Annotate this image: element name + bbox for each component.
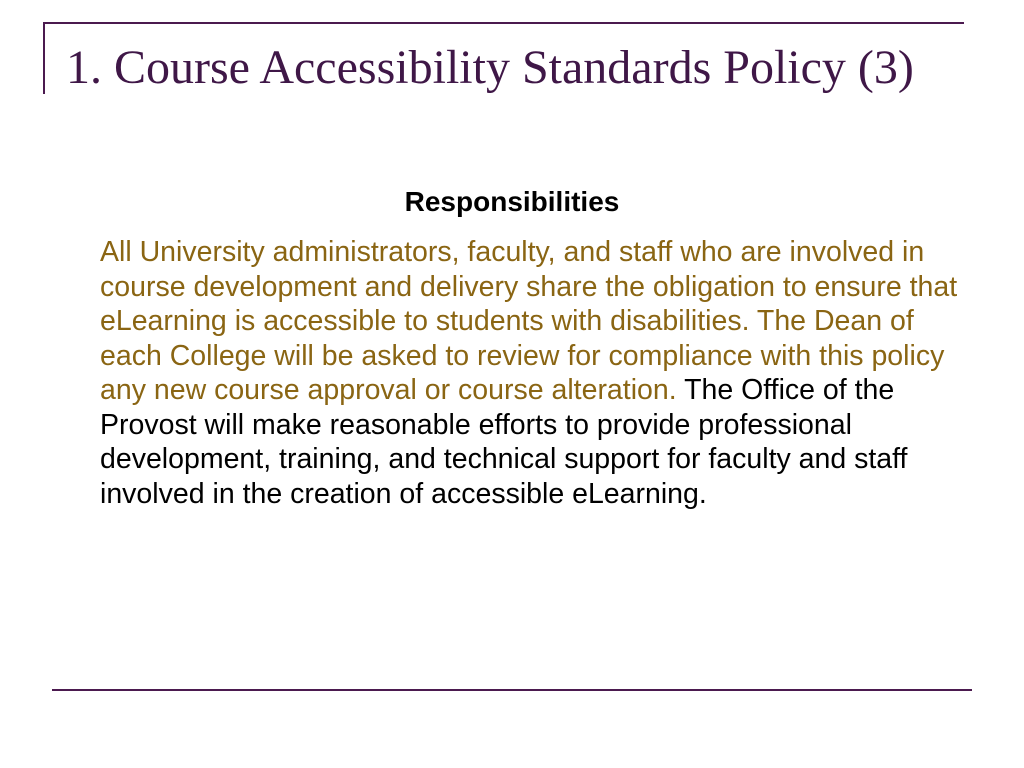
title-frame-left-rule — [43, 22, 45, 94]
section-heading: Responsibilities — [404, 186, 620, 217]
body-text-normal: The Office of the Provost will make reasonable efforts to provide professional development, training, and technical support for faculty and staff involved in the creation of accessible eLearning. — [100, 374, 908, 510]
body-text-highlighted: All University administrators, faculty, and staff who are involved in course development and delivery share the obligation to ensure that eLearning is accessible to students with disabilities. The Dean of each College will be asked to review for compliance with this policy any new course approval or course alteration. — [100, 236, 958, 406]
body-paragraph — [100, 235, 960, 511]
bottom-rule — [52, 689, 972, 691]
slide-title: 1. Course Accessibility Standards Policy (3) — [66, 41, 914, 94]
title-frame-top-rule — [43, 22, 964, 24]
